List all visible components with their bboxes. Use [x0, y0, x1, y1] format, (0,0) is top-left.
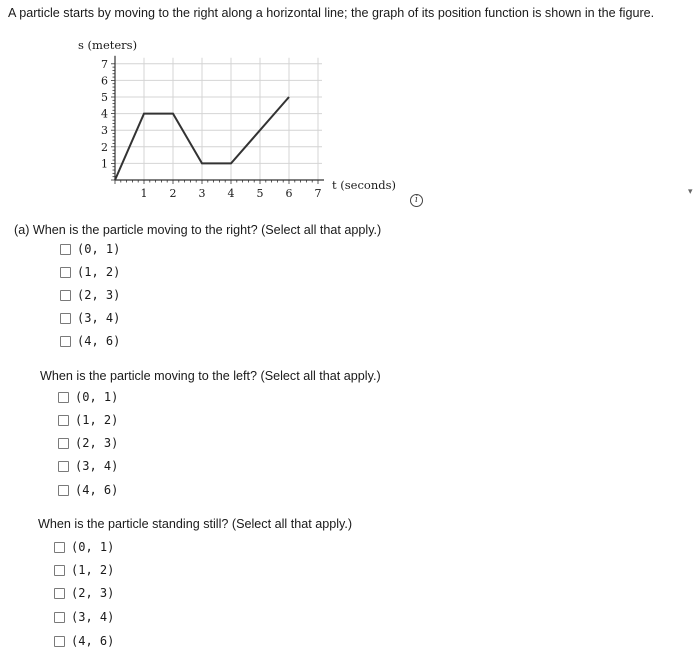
- option-label: (3, 4): [75, 459, 119, 473]
- option-label: (3, 4): [77, 311, 121, 325]
- question-a-label: (a) When is the particle moving to the right? (Select all that apply.): [14, 223, 382, 237]
- y-tick-label: 4: [101, 107, 108, 121]
- y-tick-label: 2: [101, 140, 108, 154]
- option-label: (4, 6): [75, 483, 119, 497]
- x-tick-label: 2: [169, 187, 177, 200]
- q1-option-0-1[interactable]: [60, 242, 120, 256]
- checkbox[interactable]: [58, 392, 69, 403]
- position-graph: [0, 0, 700, 220]
- checkbox[interactable]: [58, 438, 69, 449]
- x-axis-label: t (seconds): [332, 178, 396, 192]
- q3-option-4-6[interactable]: [54, 634, 114, 648]
- x-tick-label: 5: [256, 187, 264, 200]
- question-b-label: When is the particle moving to the left? (Select all that apply.): [40, 369, 381, 383]
- option-label: (4, 6): [71, 634, 115, 648]
- checkbox[interactable]: [54, 612, 65, 623]
- x-tick-label: 6: [285, 187, 293, 200]
- q1-option-1-2[interactable]: [60, 265, 120, 279]
- checkbox[interactable]: [60, 244, 71, 255]
- q2-option-4-6[interactable]: [58, 483, 118, 497]
- q2-option-2-3[interactable]: [58, 436, 118, 450]
- q3-option-3-4[interactable]: [54, 610, 114, 624]
- y-tick-label: 3: [101, 124, 108, 138]
- question-c-label: When is the particle standing still? (Select all that apply.): [38, 517, 353, 531]
- option-label: (4, 6): [77, 334, 121, 348]
- option-label: (0, 1): [75, 390, 119, 404]
- checkbox[interactable]: [58, 415, 69, 426]
- info-icon[interactable]: i: [410, 194, 423, 207]
- y-tick-label: 5: [101, 91, 108, 104]
- checkbox[interactable]: [58, 461, 69, 472]
- checkbox[interactable]: [60, 336, 71, 347]
- y-tick-label: 1: [101, 157, 108, 171]
- q1-option-4-6[interactable]: [60, 334, 120, 348]
- q2-option-0-1[interactable]: [58, 390, 118, 404]
- option-label: (0, 1): [77, 242, 121, 256]
- checkbox[interactable]: [54, 565, 65, 576]
- x-tick-label: 4: [227, 187, 235, 200]
- x-tick-label: 1: [140, 187, 148, 200]
- q3-option-0-1[interactable]: [54, 540, 114, 554]
- q3-option-2-3[interactable]: [54, 586, 114, 600]
- x-tick-label: 7: [314, 187, 322, 200]
- checkbox[interactable]: [54, 636, 65, 647]
- y-tick-label: 7: [101, 57, 108, 71]
- q1-option-3-4[interactable]: [60, 311, 120, 325]
- option-label: (0, 1): [71, 540, 115, 554]
- option-label: (2, 3): [75, 436, 119, 450]
- q2-option-1-2[interactable]: [58, 413, 118, 427]
- q1-option-2-3[interactable]: [60, 288, 120, 302]
- y-tick-label: 6: [101, 74, 108, 88]
- checkbox[interactable]: [60, 267, 71, 278]
- option-label: (1, 2): [77, 265, 121, 279]
- problem-statement: A particle starts by moving to the right along a horizontal line; the graph of its position function is shown in the figure.: [8, 6, 655, 20]
- option-label: (3, 4): [71, 610, 115, 624]
- x-tick-label: 3: [198, 187, 206, 200]
- option-label: (2, 3): [77, 288, 121, 302]
- option-label: (1, 2): [75, 413, 119, 427]
- option-label: (2, 3): [71, 586, 115, 600]
- checkbox[interactable]: [60, 313, 71, 324]
- checkbox[interactable]: [60, 290, 71, 301]
- y-axis-label: s (meters): [78, 38, 138, 52]
- checkbox[interactable]: [54, 588, 65, 599]
- chevron-down-icon[interactable]: ▾: [688, 186, 693, 196]
- checkbox[interactable]: [54, 542, 65, 553]
- q2-option-3-4[interactable]: [58, 459, 118, 473]
- checkbox[interactable]: [58, 485, 69, 496]
- option-label: (1, 2): [71, 563, 115, 577]
- q3-option-1-2[interactable]: [54, 563, 114, 577]
